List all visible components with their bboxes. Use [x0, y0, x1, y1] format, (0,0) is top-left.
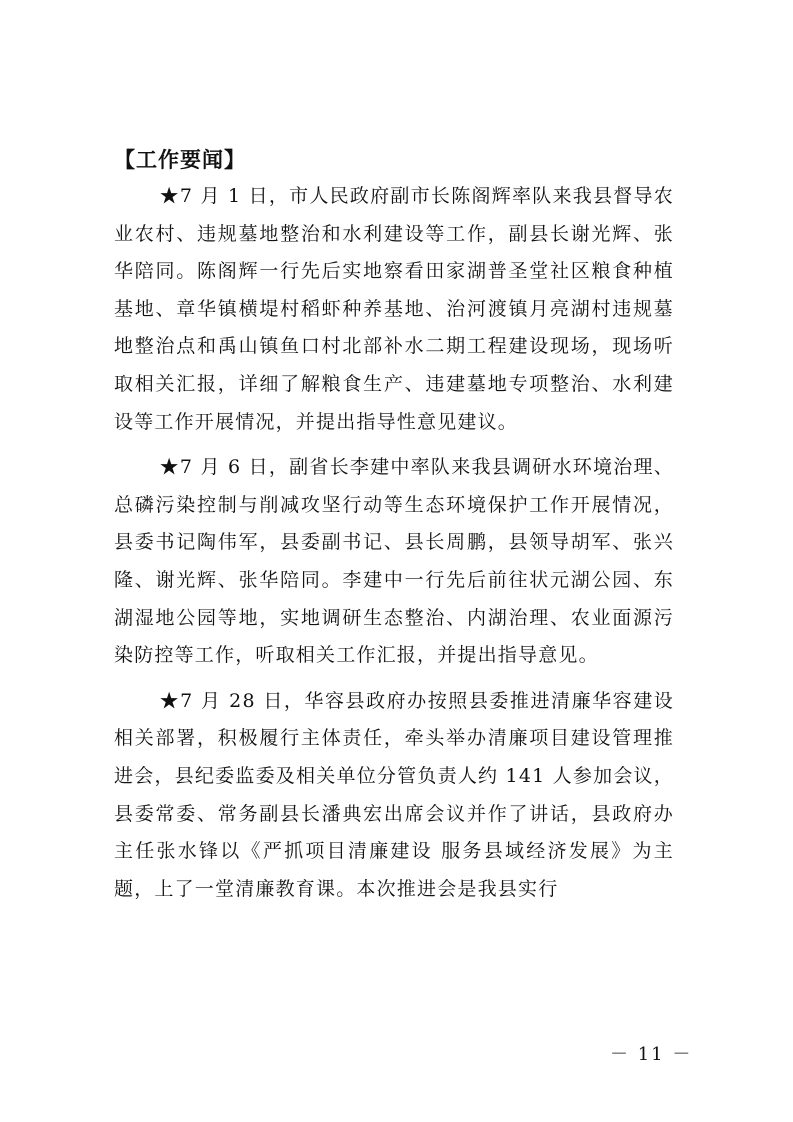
section-title: 【工作要闻】 — [114, 148, 246, 172]
paragraph-2: ★7 月 6 日，副省长李建中率队来我县调研水环境治理、总磷污染控制与削减攻坚行动等生态环境保护工作开展情况，县委书记陶伟军，县委副书记、县长周鹏，县领导胡军、张兴隆、谢光辉、张华陪同。李建中一行先后前往状元湖公园、东湖湿地公园等地，实地调研生态整治、内湖治理、农业面源污染防控等工作，听取相关工作汇报，并提出指导意见。 — [114, 456, 674, 667]
paragraph-3: ★7 月 28 日，华容县政府办按照县委推进清廉华容建设相关部署，积极履行主体责任，牵头举办清廉项目建设管理推进会，县纪委监委及相关单位分管负责人约 141 人参加会议，县委常委、常务副县长潘典宏出席会议并作了讲话，县政府办主任张水锋以《严抓项目清廉建设 服务县域经济发展》为主题，上了一堂清廉教育课。本次推进会是我县实行 — [114, 689, 674, 900]
paragraph-1: ★7 月 1 日，市人民政府副市长陈阁辉率队来我县督导农业农村、违规墓地整治和水利建设等工作，副县长谢光辉、张华陪同。陈阁辉一行先后实地察看田家湖普圣堂社区粮食种植基地、章华镇横堤村稻虾种养基地、治河渡镇月亮湖村违规墓地整治点和禹山镇鱼口村北部补水二期工程建设现场，现场听取相关汇报，详细了解粮食生产、违建墓地专项整治、水利建设等工作开展情况，并提出指导性意见建议。 — [114, 185, 674, 433]
page-number: － 11 － — [610, 1044, 693, 1065]
page-content — [114, 142, 674, 916]
